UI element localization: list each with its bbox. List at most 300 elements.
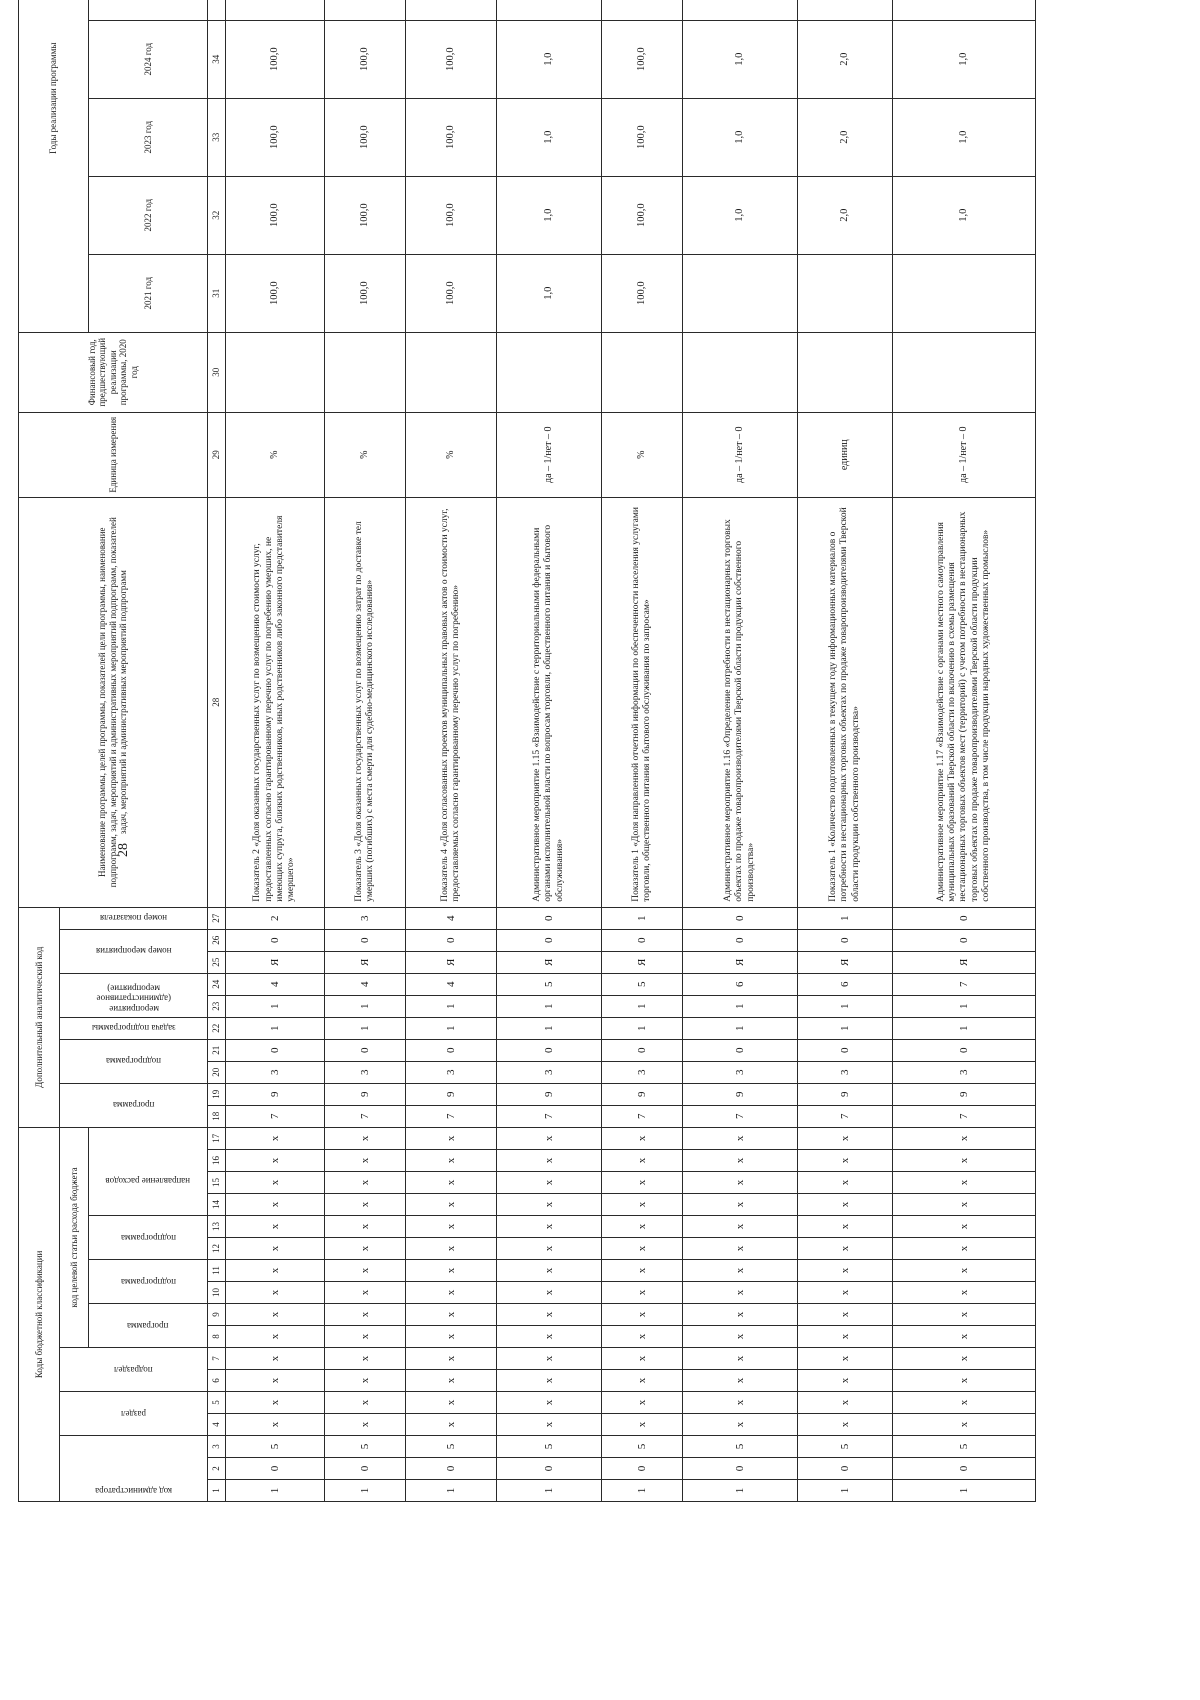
row-unit: % [226, 412, 325, 497]
code-cell: х [893, 1150, 1036, 1172]
code-cell: 1 [798, 1480, 893, 1502]
year-value-cell [406, 0, 497, 20]
code-cell: х [406, 1370, 497, 1392]
code-cell: 1 [406, 1017, 497, 1039]
code-cell: 9 [602, 1083, 683, 1105]
code-cell: х [683, 1370, 798, 1392]
code-cell: х [226, 1392, 325, 1414]
code-cell: х [226, 1282, 325, 1304]
code-cell: х [683, 1172, 798, 1194]
header-year-2023: 2023 год [89, 98, 208, 176]
year-value-cell: 100,0 [602, 254, 683, 332]
table-row [893, 0, 1036, 1502]
code-cell: 1 [602, 1480, 683, 1502]
code-cell: х [798, 1304, 893, 1326]
row-fin-year [325, 332, 406, 412]
column-number: 6 [208, 1370, 226, 1392]
code-cell: 9 [893, 1083, 1036, 1105]
code-cell: 0 [325, 929, 406, 951]
page-number: 28 [116, 843, 131, 857]
year-value-cell [798, 0, 893, 20]
code-cell: х [325, 1260, 406, 1282]
year-value-cell [893, 0, 1036, 20]
header-year-2025 [89, 0, 208, 20]
code-cell: 7 [602, 1105, 683, 1127]
code-cell: х [497, 1260, 602, 1282]
year-value-cell [226, 0, 325, 20]
year-value-cell: 1,0 [893, 98, 1036, 176]
code-cell: х [893, 1326, 1036, 1348]
code-cell: 7 [406, 1105, 497, 1127]
year-value-cell: 1,0 [683, 20, 798, 98]
column-number: 7 [208, 1348, 226, 1370]
code-cell: х [325, 1348, 406, 1370]
column-number: 2 [208, 1458, 226, 1480]
year-value-cell [798, 254, 893, 332]
table-row [226, 0, 325, 1502]
code-cell: х [798, 1348, 893, 1370]
code-cell: х [798, 1150, 893, 1172]
code-cell: х [497, 1282, 602, 1304]
year-value-cell: 2,0 [798, 98, 893, 176]
column-number: 21 [208, 1039, 226, 1061]
code-cell: 0 [226, 1458, 325, 1480]
header-program: программа [89, 1304, 208, 1348]
code-cell: 0 [406, 929, 497, 951]
code-cell: х [683, 1238, 798, 1260]
header-add-program: программа [60, 1083, 208, 1127]
column-number: 33 [208, 98, 226, 176]
code-cell: Я [798, 951, 893, 973]
code-cell: х [406, 1260, 497, 1282]
year-value-cell [497, 0, 602, 20]
column-number: 8 [208, 1326, 226, 1348]
code-cell: х [325, 1238, 406, 1260]
row-name: Показатель 3 «Доля оказанных государственных услуг по возмещению затрат по доставке тел умерших (погибших) с места смерти для судебно-медицинского исследования» [325, 497, 406, 907]
code-cell: х [893, 1260, 1036, 1282]
year-value-cell: 100,0 [325, 20, 406, 98]
code-cell: 0 [497, 1458, 602, 1480]
row-name: Показатель 1 «Доля направленной отчетной информации по обеспеченности населения услугами торговли, общественного питания и бытового обслуживания по запросам» [602, 497, 683, 907]
code-cell: х [497, 1150, 602, 1172]
code-cell: х [226, 1150, 325, 1172]
code-cell: х [893, 1238, 1036, 1260]
program-indicators-table [18, 0, 1036, 1502]
column-number: 25 [208, 951, 226, 973]
row-unit: да – 1/нет – 0 [497, 412, 602, 497]
table-row [497, 0, 602, 1502]
year-value-cell: 100,0 [226, 20, 325, 98]
code-cell: х [406, 1150, 497, 1172]
header-subsection: подраздел [60, 1348, 208, 1392]
code-cell: х [893, 1370, 1036, 1392]
code-cell: 1 [226, 995, 325, 1017]
code-cell: 0 [798, 1458, 893, 1480]
code-cell: х [602, 1194, 683, 1216]
year-value-cell [683, 254, 798, 332]
code-cell: 9 [683, 1083, 798, 1105]
code-cell: 7 [798, 1105, 893, 1127]
code-cell: х [602, 1414, 683, 1436]
row-name: Административное мероприятие 1.17 «Взаимодействие с органами местного самоуправления муниципальных образований Тверской области по включению в схемы размещения нестационарных торговых объектов мест (территорий) с учетом потребности в нестационарных торговых объектах по продаже товаропроизводителями Тверской области продукции собственного производства, в том числе продукции народных художественных промыслов» [893, 497, 1036, 907]
code-cell: х [497, 1370, 602, 1392]
code-cell: х [798, 1238, 893, 1260]
year-value-cell: 100,0 [602, 98, 683, 176]
code-cell: 1 [893, 1480, 1036, 1502]
year-value-cell [893, 254, 1036, 332]
year-value-cell: 1,0 [893, 20, 1036, 98]
header-task: задача подпрограммы [60, 1017, 208, 1039]
code-cell: 5 [226, 1436, 325, 1458]
row-name: Показатель 1 «Количество подготовленных в текущем году информационных материалов о потребности в нестационарных торговых объектах по продаже товаропроизводителями Тверской области продукции собственного производства» [798, 497, 893, 907]
code-cell: 4 [226, 973, 325, 995]
code-cell: х [325, 1392, 406, 1414]
column-number: 12 [208, 1238, 226, 1260]
code-cell: х [406, 1414, 497, 1436]
code-cell: х [798, 1370, 893, 1392]
row-unit: единиц [798, 412, 893, 497]
code-cell: х [226, 1304, 325, 1326]
code-cell: 5 [893, 1436, 1036, 1458]
header-indicator: номер показателя [60, 907, 208, 929]
header-years: Годы реализации программы [19, 0, 89, 332]
year-value-cell: 100,0 [226, 254, 325, 332]
code-cell: 3 [226, 1061, 325, 1083]
year-value-cell: 1,0 [683, 176, 798, 254]
code-cell: х [406, 1282, 497, 1304]
code-cell: 4 [406, 973, 497, 995]
code-cell: 7 [893, 973, 1036, 995]
row-fin-year [893, 332, 1036, 412]
code-cell: х [602, 1127, 683, 1149]
column-number: 19 [208, 1083, 226, 1105]
code-cell: х [406, 1172, 497, 1194]
year-value-cell: 100,0 [325, 98, 406, 176]
code-cell: 5 [325, 1436, 406, 1458]
year-value-cell: 100,0 [406, 98, 497, 176]
column-number: 15 [208, 1172, 226, 1194]
header-unit: Единица измерения [19, 412, 208, 497]
code-cell: х [893, 1172, 1036, 1194]
code-cell: х [683, 1304, 798, 1326]
code-cell: х [683, 1150, 798, 1172]
row-unit: % [406, 412, 497, 497]
column-number: 16 [208, 1150, 226, 1172]
code-cell: 0 [893, 1458, 1036, 1480]
column-numbers-row [208, 0, 226, 1502]
year-value-cell: 1,0 [497, 176, 602, 254]
code-cell: 3 [798, 1061, 893, 1083]
code-cell: 6 [683, 973, 798, 995]
code-cell: х [226, 1194, 325, 1216]
column-number: 28 [208, 497, 226, 907]
row-fin-year [798, 332, 893, 412]
code-cell: 0 [683, 1458, 798, 1480]
code-cell: х [893, 1348, 1036, 1370]
code-cell: 1 [602, 995, 683, 1017]
code-cell: 7 [893, 1105, 1036, 1127]
code-cell: 1 [497, 1480, 602, 1502]
year-value-cell [683, 0, 798, 20]
code-cell: х [325, 1414, 406, 1436]
code-cell: х [602, 1370, 683, 1392]
code-cell: 0 [602, 929, 683, 951]
header-section: раздел [60, 1392, 208, 1436]
code-cell: 0 [602, 1458, 683, 1480]
code-cell: х [893, 1414, 1036, 1436]
code-cell: Я [602, 951, 683, 973]
column-number: 24 [208, 973, 226, 995]
code-cell: х [497, 1127, 602, 1149]
code-cell: 0 [683, 929, 798, 951]
code-cell: 9 [406, 1083, 497, 1105]
code-cell: 1 [893, 995, 1036, 1017]
row-unit: да – 1/нет – 0 [683, 412, 798, 497]
code-cell: х [497, 1216, 602, 1238]
code-cell: х [497, 1172, 602, 1194]
header-activity: мероприятие (административное мероприятие) [60, 973, 208, 1017]
column-number: 22 [208, 1017, 226, 1039]
code-cell: х [325, 1282, 406, 1304]
code-cell: Я [683, 951, 798, 973]
code-cell: х [497, 1194, 602, 1216]
column-number: 32 [208, 176, 226, 254]
code-cell: 1 [325, 995, 406, 1017]
code-cell: 5 [798, 1436, 893, 1458]
code-cell: х [325, 1304, 406, 1326]
code-cell: Я [497, 951, 602, 973]
code-cell: х [406, 1127, 497, 1149]
code-cell: х [893, 1127, 1036, 1149]
year-value-cell: 100,0 [325, 176, 406, 254]
column-number: 14 [208, 1194, 226, 1216]
code-cell: 1 [683, 1017, 798, 1039]
code-cell: 0 [406, 1458, 497, 1480]
code-cell: 1 [602, 1017, 683, 1039]
code-cell: х [497, 1348, 602, 1370]
header-fin-year: Финансовый год, предшествующий реализации программы, 2020 год [19, 332, 208, 412]
code-cell: 7 [226, 1105, 325, 1127]
code-cell: 0 [683, 1039, 798, 1061]
column-number: 4 [208, 1414, 226, 1436]
code-cell: х [602, 1172, 683, 1194]
code-cell: х [798, 1282, 893, 1304]
code-cell: х [683, 1282, 798, 1304]
code-cell: х [226, 1414, 325, 1436]
row-fin-year [406, 332, 497, 412]
header-name: Наименование программы, целей программы, показателей цели программы, наименование подпрограмм, задач, мероприятий и административных мероприятий подпрограмм, показателей задач, мероприятий и административных мероприятий подпрограмм [19, 497, 208, 907]
row-unit: % [602, 412, 683, 497]
code-cell: х [602, 1392, 683, 1414]
code-cell: 0 [798, 1039, 893, 1061]
header-add-subprogram: подпрограмма [60, 1039, 208, 1083]
header-year-2022: 2022 год [89, 176, 208, 254]
header-subprogram-2: подпрограмма [89, 1216, 208, 1260]
column-number: 30 [208, 332, 226, 412]
year-value-cell: 1,0 [497, 98, 602, 176]
code-cell: х [325, 1370, 406, 1392]
row-name: Показатель 4 «Доля согласованных проектов муниципальных правовых актов о стоимости услуг, предоставляемых согласно гарантированному перечню услуг по погребению» [406, 497, 497, 907]
column-number: 31 [208, 254, 226, 332]
code-cell: х [683, 1260, 798, 1282]
code-cell: 0 [893, 1039, 1036, 1061]
code-cell: х [325, 1216, 406, 1238]
code-cell: 3 [406, 1061, 497, 1083]
code-cell: 0 [497, 929, 602, 951]
code-cell: 1 [683, 1480, 798, 1502]
code-cell: 0 [798, 929, 893, 951]
year-value-cell: 1,0 [893, 176, 1036, 254]
code-cell: х [226, 1326, 325, 1348]
code-cell: 9 [325, 1083, 406, 1105]
code-cell: 3 [683, 1061, 798, 1083]
column-number: 26 [208, 929, 226, 951]
code-cell: 0 [497, 1039, 602, 1061]
code-cell: 1 [497, 995, 602, 1017]
code-cell: х [226, 1348, 325, 1370]
row-name: Административное мероприятие 1.16 «Определение потребности в нестационарных торговых объектах по продаже товаропроизводителями Тверской области продукции собственного производства» [683, 497, 798, 907]
code-cell: х [683, 1348, 798, 1370]
code-cell: х [683, 1392, 798, 1414]
code-cell: 1 [226, 1017, 325, 1039]
year-value-cell: 100,0 [406, 176, 497, 254]
code-cell: 1 [497, 1017, 602, 1039]
code-cell: х [325, 1127, 406, 1149]
year-value-cell: 100,0 [406, 254, 497, 332]
code-cell: 1 [893, 1017, 1036, 1039]
code-cell: Я [406, 951, 497, 973]
code-cell: х [798, 1127, 893, 1149]
code-cell: х [893, 1304, 1036, 1326]
code-cell: 1 [798, 907, 893, 929]
code-cell: х [893, 1216, 1036, 1238]
row-fin-year [602, 332, 683, 412]
code-cell: х [683, 1414, 798, 1436]
code-cell: х [406, 1216, 497, 1238]
header-additional-code: Дополнительный аналитический код [19, 907, 60, 1127]
code-cell: 6 [798, 973, 893, 995]
column-number: 11 [208, 1260, 226, 1282]
code-cell: 0 [683, 907, 798, 929]
code-cell: 7 [325, 1105, 406, 1127]
code-cell: х [602, 1150, 683, 1172]
code-cell: х [497, 1414, 602, 1436]
code-cell: х [226, 1260, 325, 1282]
column-number: 3 [208, 1436, 226, 1458]
column-number: 17 [208, 1127, 226, 1149]
code-cell: 5 [497, 1436, 602, 1458]
year-value-cell [325, 0, 406, 20]
year-value-cell: 100,0 [602, 176, 683, 254]
code-cell: 5 [406, 1436, 497, 1458]
code-cell: х [798, 1194, 893, 1216]
code-cell: 7 [497, 1105, 602, 1127]
code-cell: 5 [497, 973, 602, 995]
year-value-cell: 100,0 [406, 20, 497, 98]
row-unit: % [325, 412, 406, 497]
code-cell: х [683, 1127, 798, 1149]
year-value-cell: 100,0 [226, 98, 325, 176]
row-fin-year [497, 332, 602, 412]
code-cell: 3 [325, 907, 406, 929]
code-cell: х [406, 1326, 497, 1348]
table-row [406, 0, 497, 1502]
code-cell: 4 [406, 907, 497, 929]
code-cell: х [406, 1348, 497, 1370]
code-cell: Я [226, 951, 325, 973]
code-cell: 1 [798, 1017, 893, 1039]
code-cell: 3 [602, 1061, 683, 1083]
code-cell: 1 [325, 1480, 406, 1502]
column-number [208, 0, 226, 20]
code-cell: 5 [683, 1436, 798, 1458]
year-value-cell: 1,0 [497, 20, 602, 98]
code-cell: х [325, 1150, 406, 1172]
code-cell: х [683, 1194, 798, 1216]
column-number: 1 [208, 1480, 226, 1502]
year-value-cell: 100,0 [602, 20, 683, 98]
row-name: Показатель 2 «Доля оказанных государственных услуг по возмещению стоимости услуг, предоставленных согласно гарантированному перечню услуг по погребению умерших, не имеющих супруга, близких родственников, иных родственников либо законного представителя умершего» [226, 497, 325, 907]
code-cell: 0 [226, 929, 325, 951]
header-budget-codes: Коды бюджетной классификации [19, 1127, 60, 1501]
code-cell: х [226, 1238, 325, 1260]
row-unit: да – 1/нет – 0 [893, 412, 1036, 497]
year-value-cell: 1,0 [683, 98, 798, 176]
code-cell: х [602, 1348, 683, 1370]
code-cell: х [226, 1172, 325, 1194]
code-cell: 1 [406, 995, 497, 1017]
code-cell: 0 [325, 1458, 406, 1480]
code-cell: 3 [497, 1061, 602, 1083]
table-row [683, 0, 798, 1502]
row-fin-year [683, 332, 798, 412]
row-fin-year [226, 332, 325, 412]
code-cell: х [798, 1392, 893, 1414]
code-cell: 4 [325, 973, 406, 995]
code-cell: 0 [325, 1039, 406, 1061]
header-direction: направление расходов [89, 1127, 208, 1215]
code-cell: х [497, 1392, 602, 1414]
year-value-cell: 1,0 [497, 254, 602, 332]
code-cell: х [226, 1370, 325, 1392]
code-cell: х [406, 1392, 497, 1414]
code-cell: х [406, 1238, 497, 1260]
code-cell: х [798, 1172, 893, 1194]
code-cell: х [602, 1304, 683, 1326]
code-cell: 7 [683, 1105, 798, 1127]
code-cell: 3 [325, 1061, 406, 1083]
code-cell: х [406, 1194, 497, 1216]
code-cell: 5 [602, 1436, 683, 1458]
column-number: 34 [208, 20, 226, 98]
code-cell: х [497, 1238, 602, 1260]
code-cell: 1 [325, 1017, 406, 1039]
year-value-cell: 2,0 [798, 20, 893, 98]
row-name: Административное мероприятие 1.15 «Взаимодействие с территориальными федеральными органами исполнительной власти по вопросам торговли, общественного питания и бытового обслуживания» [497, 497, 602, 907]
code-cell: х [798, 1260, 893, 1282]
header-subprogram: подпрограмма [89, 1260, 208, 1304]
code-cell: х [798, 1216, 893, 1238]
code-cell: 9 [798, 1083, 893, 1105]
code-cell: 1 [683, 995, 798, 1017]
code-cell: х [226, 1127, 325, 1149]
code-cell: х [406, 1304, 497, 1326]
column-number: 27 [208, 907, 226, 929]
code-cell: х [602, 1326, 683, 1348]
year-value-cell: 100,0 [226, 176, 325, 254]
header-year-2021: 2021 год [89, 254, 208, 332]
code-cell: х [683, 1326, 798, 1348]
